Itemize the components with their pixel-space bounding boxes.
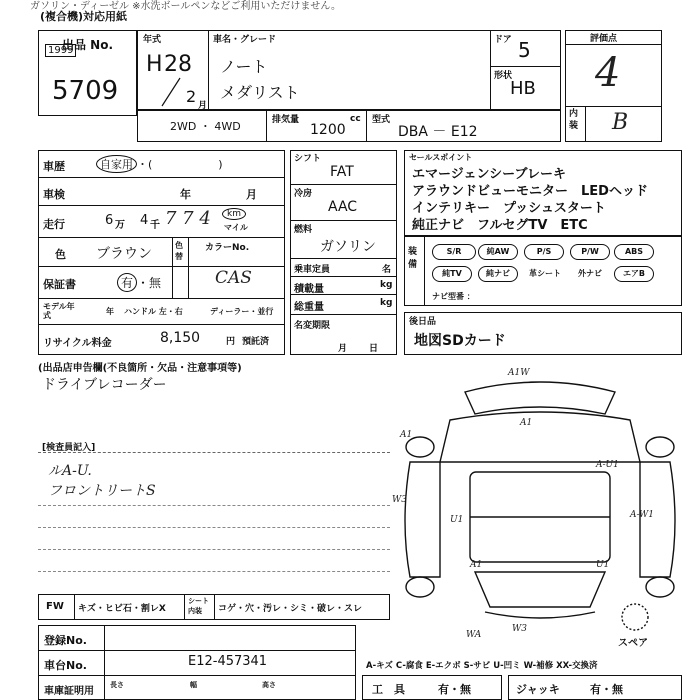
sales-point-3: インテリキー プッシュスタート bbox=[412, 201, 606, 216]
jack-value: 有・無 bbox=[590, 683, 623, 696]
capacity-label: 乗車定員 bbox=[294, 265, 331, 275]
reg-no-label: 登録No. bbox=[44, 634, 87, 647]
entry-label: 出品 No. bbox=[62, 38, 114, 52]
rating-label: 評価点 bbox=[590, 34, 618, 44]
displacement-value: 1200 bbox=[310, 122, 346, 138]
handle-side: ハンドル 左・右 bbox=[124, 307, 183, 316]
equip-alloy-wheel: 純AW bbox=[478, 244, 518, 260]
equip-navi: 純ナビ bbox=[478, 266, 518, 282]
equip-abs: ABS bbox=[614, 244, 654, 260]
capacity-unit: 名 bbox=[382, 265, 392, 275]
spare-tire-icon bbox=[622, 604, 648, 630]
mileage-sen: 4 bbox=[140, 213, 149, 228]
aftermarket-label: 後日品 bbox=[409, 317, 437, 327]
seat-label: シート内装 bbox=[188, 597, 209, 615]
sales-point-1: エマージェンシーブレーキ bbox=[412, 167, 566, 182]
header-note: ガソリン・ディーゼル ※水洗ボールペンなどご利用いただけません。 bbox=[30, 1, 341, 12]
model-code-label: 型式 bbox=[372, 115, 391, 125]
interior-label: 内装 bbox=[569, 109, 579, 131]
diagram-front bbox=[440, 412, 640, 462]
weight-label: 総重量 bbox=[294, 302, 324, 313]
equip-sunroof: S/R bbox=[432, 244, 476, 260]
displacement-label: 排気量 bbox=[272, 115, 300, 125]
fw-text: キズ・ヒビ石・割レX bbox=[78, 604, 166, 614]
mark-3: A1 bbox=[400, 430, 413, 440]
rating-value: 4 bbox=[595, 50, 621, 96]
equip-power-steering: P/S bbox=[524, 244, 564, 260]
drive-type: 2WD ・ 4WD bbox=[170, 120, 241, 133]
shift-value: FAT bbox=[330, 164, 354, 180]
tools-label: 工 具 bbox=[372, 683, 405, 696]
warranty-label: 保証書 bbox=[43, 278, 76, 291]
diagram-left-side bbox=[405, 462, 440, 577]
warranty-value: 有 ・無 bbox=[117, 273, 161, 292]
mileage-man: 6 bbox=[105, 213, 114, 228]
garage-cert-label: 車庫証明用 bbox=[44, 686, 94, 697]
aftermarket-value: 地図SDカード bbox=[414, 333, 506, 349]
nav-model-label: ナビ型番 ： bbox=[432, 292, 475, 301]
recycle-label: リサイクル料金 bbox=[43, 338, 112, 349]
fuel-label: 燃料 bbox=[294, 225, 313, 235]
mileage-hand: 7 7 4 bbox=[165, 208, 211, 229]
inspector-label: [検査員記入] bbox=[42, 443, 96, 453]
diagram-bumper bbox=[485, 612, 595, 618]
damage-legend: A-キズ C-腐食 E-エクボ S-サビ U-凹ミ W-補修 XX-交換済 bbox=[366, 661, 598, 671]
history-value: 自家用 ・( ) bbox=[96, 155, 223, 173]
year-value: 28 bbox=[164, 52, 192, 77]
color-change-label: 色替 bbox=[175, 241, 183, 261]
diagram-wheel-rl bbox=[406, 577, 434, 597]
diagram-hood bbox=[465, 382, 615, 414]
history-label: 車歴 bbox=[43, 160, 65, 173]
shift-label: シフト bbox=[294, 154, 322, 164]
fw-label: FW bbox=[46, 601, 64, 612]
color-no-label: カラーNo. bbox=[205, 243, 250, 253]
cert-height: 高さ bbox=[262, 681, 276, 689]
year-era: H bbox=[146, 52, 163, 77]
equip-tv: 純TV bbox=[432, 266, 472, 282]
model-year-unit: 年 bbox=[106, 307, 114, 316]
name-change-label: 名変期限 bbox=[294, 321, 331, 331]
sales-point-2: アラウンドビューモニター LEDヘッド bbox=[412, 184, 648, 199]
jack-label: ジャッキ bbox=[516, 683, 560, 696]
color-value: ブラウン bbox=[96, 246, 152, 262]
equip-power-window: P/W bbox=[570, 244, 610, 260]
mark-8: A1 bbox=[470, 560, 483, 570]
mark-5: W3 bbox=[392, 495, 407, 505]
recycle-note: 預託済 bbox=[242, 337, 270, 347]
name-change-unit: 月日 bbox=[338, 344, 401, 354]
sales-point-4: 純正ナビ フルセグTV ETC bbox=[412, 218, 588, 233]
ac-value: AAC bbox=[328, 199, 358, 215]
car-grade: メダリスト bbox=[220, 83, 300, 102]
mark-11: W3 bbox=[512, 624, 527, 634]
mileage-sen-unit: 千 bbox=[150, 220, 160, 231]
shape-value: HB bbox=[510, 78, 536, 99]
model-code-value: DBA － E12 bbox=[398, 124, 478, 140]
spare-label: スペア bbox=[618, 638, 648, 649]
tools-value: 有・無 bbox=[438, 683, 471, 696]
seller-notes-label: (出品店申告欄(不良箇所・欠品・注意事項等) bbox=[38, 363, 242, 374]
load-unit: kg bbox=[380, 280, 393, 290]
color-no-hand: CAS bbox=[215, 268, 252, 288]
seller-notes-value: ドライブレコーダー bbox=[42, 377, 167, 393]
diagram-rear bbox=[475, 572, 605, 607]
inspection-year-unit: 年 bbox=[180, 188, 191, 201]
car-damage-diagram bbox=[390, 362, 690, 647]
inspection-label: 車検 bbox=[43, 188, 65, 201]
equip-airbag: エアB bbox=[614, 266, 654, 282]
mark-1: A1W bbox=[508, 368, 530, 378]
dealer-type: ディーラー・並行 bbox=[210, 307, 274, 316]
diagram-wheel-fl bbox=[406, 437, 434, 457]
mark-7: A-W1 bbox=[630, 510, 655, 520]
mileage-km: km bbox=[222, 208, 246, 220]
mileage-mile: マイル bbox=[224, 223, 248, 232]
mark-4: U1 bbox=[450, 515, 464, 525]
entry-stamp: 1999 bbox=[45, 44, 76, 57]
model-year-label: モデル年式 bbox=[43, 302, 75, 320]
displacement-unit: cc bbox=[350, 114, 361, 124]
equipment-label: 装備 bbox=[408, 247, 418, 270]
recycle-value: 8,150 bbox=[160, 330, 201, 346]
diagram-wheel-rr bbox=[646, 577, 674, 597]
inspection-month-unit: 月 bbox=[246, 188, 257, 201]
chassis-label: 車台No. bbox=[44, 659, 87, 672]
car-model: ノート bbox=[220, 57, 268, 76]
interior-value: B bbox=[612, 110, 629, 135]
equip-ext-navi: 外ナビ bbox=[578, 269, 602, 278]
seat-text: コゲ・穴・汚レ・シミ・破レ・スレ bbox=[218, 604, 363, 614]
door-label: ドア bbox=[494, 35, 512, 45]
mark-10: WA bbox=[466, 630, 482, 640]
mark-6: A-U1 bbox=[596, 460, 619, 470]
recycle-unit: 円 bbox=[226, 337, 236, 347]
shape-label: 形状 bbox=[494, 71, 513, 81]
name-label: 車名・グレード bbox=[213, 35, 277, 45]
diagram-wheel-fr bbox=[646, 437, 674, 457]
entry-number: 5709 bbox=[52, 76, 119, 106]
door-value: 5 bbox=[518, 38, 531, 62]
cert-width: 幅 bbox=[190, 681, 197, 689]
mileage-man-unit: 万 bbox=[115, 220, 125, 231]
chassis-value: E12-457341 bbox=[188, 654, 268, 669]
sales-points-label: セールスポイント bbox=[409, 153, 473, 162]
equip-leather-seat: 革シート bbox=[529, 269, 561, 278]
mark-2: A1 bbox=[520, 418, 533, 428]
inspector-line-2: フロントリートS bbox=[48, 483, 156, 499]
header-subnote: (複合機)対応用紙 bbox=[40, 10, 128, 23]
mileage-label: 走行 bbox=[43, 218, 65, 231]
mark-9: U1 bbox=[596, 560, 610, 570]
year-month: 2 bbox=[186, 87, 197, 106]
weight-unit: kg bbox=[380, 298, 393, 308]
load-label: 積載量 bbox=[294, 284, 324, 295]
year-label: 年式 bbox=[143, 35, 162, 45]
year-month-unit: 月 bbox=[198, 101, 208, 111]
cert-length: 長さ bbox=[110, 681, 124, 689]
ac-label: 冷房 bbox=[294, 189, 313, 199]
inspector-line-1: ルA-U. bbox=[48, 463, 92, 479]
color-label: 色 bbox=[55, 248, 66, 261]
fuel-value: ガソリン bbox=[320, 239, 376, 255]
